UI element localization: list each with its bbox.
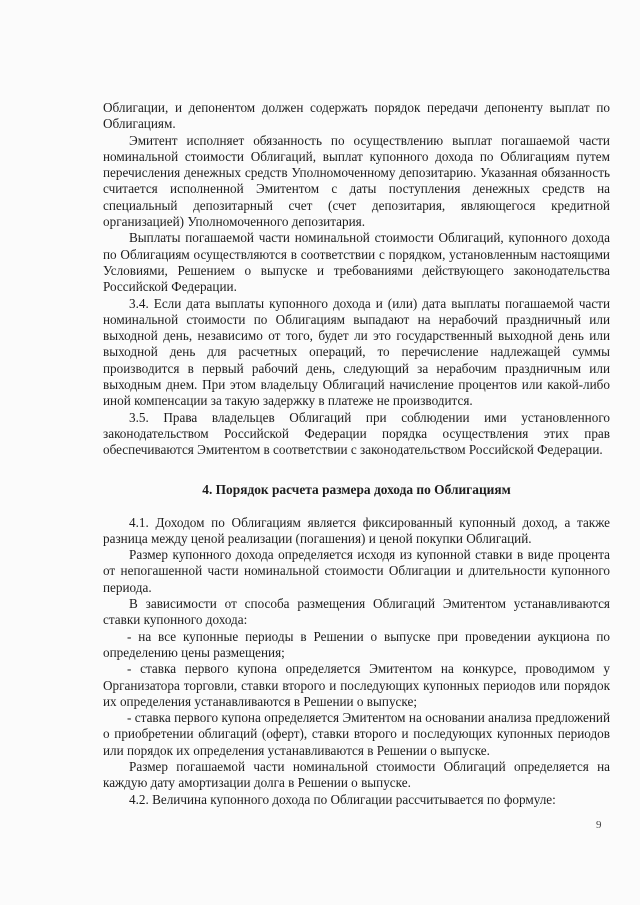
paragraph-amortization: Размер погашаемой части номинальной стоимости Облигаций определяется на каждую дату амортизации долга в Решении о выпуске. bbox=[103, 758, 610, 791]
paragraph-issuer-obligation: Эмитент исполняет обязанность по осуществлению выплат погашаемой части номинальной стоимости Облигаций, выплат купонного дохода по Облигациям путем перечисления денежных средств Уполномоченному депозитарию. Указанная обязанность считается исполненной Эмитентом с даты поступления денежных средств на специальный депозитарный счет (счет депозитария, являющегося кредитной организацией) Уполномоченного депозитария. bbox=[103, 132, 610, 230]
list-item-offers: - ставка первого купона определяется Эмитентом на основании анализа предложений о приобретении облигаций (оферт), ставки второго и последующих купонных периодов или порядок их определения устанавливаются в Решении о выпуске. bbox=[103, 710, 610, 758]
paragraph-4-1: 4.1. Доходом по Облигациям является фиксированный купонный доход, а также разница между ценой реализации (погашения) и ценой покупки Облигаций. bbox=[103, 514, 610, 546]
paragraph-payments-procedure: Выплаты погашаемой части номинальной стоимости Облигаций, купонного дохода по Облигациям осуществляются в соответствии с порядком, установленным настоящими Условиями, Решением о выпуске и требованиями действующего законодательства Российской Федерации. bbox=[103, 230, 610, 295]
paragraph-4-2: 4.2. Величина купонного дохода по Облигации рассчитывается по формуле: bbox=[129, 791, 556, 807]
paragraph-3-4: 3.4. Если дата выплаты купонного дохода и (или) дата выплаты погашаемой части номинальной стоимости по Облигациям выпадают на нерабочий праздничный или выходной день, независимо от того, будет ли это государственный выходной день или выходной день для расчетных операций, то перечисление надлежащей суммы производится в первый рабочий день, следующий за нерабочим праздничным или выходным днем. При этом владельцу Облигаций начисление процентов или какой-либо иной компенсации за такую задержку в платеже не производится. bbox=[103, 295, 610, 409]
paragraph-coupon-size: Размер купонного дохода определяется исходя из купонной ставки в виде процента от непогашенной части номинальной стоимости Облигации и длительности купонного периода. bbox=[103, 547, 610, 595]
paragraph-continuation: Облигации, и депонентом должен содержать порядок передачи депоненту выплат по Облигациям. bbox=[103, 100, 610, 132]
paragraph-rate-methods: В зависимости от способа размещения Облигаций Эмитентом устанавливаются ставки купонного дохода: bbox=[103, 596, 610, 628]
section-title: 4. Порядок расчета размера дохода по Облигациям bbox=[202, 481, 511, 497]
paragraph-3-5: 3.5. Права владельцев Облигаций при соблюдении ими установленного законодательством Российской Федерации порядка осуществления этих прав обеспечиваются Эмитентом в соответствии с законодательством Российской Федерации. bbox=[103, 409, 610, 458]
page-number: 9 bbox=[596, 819, 602, 831]
list-item-auction: - на все купонные периоды в Решении о выпуске при проведении аукциона по определению цены размещения; bbox=[103, 628, 610, 660]
list-item-contest: - ставка первого купона определяется Эмитентом на конкурсе, проводимом у Организатора торговли, ставки второго и последующих купонных периодов или порядок их определения устанавливаются в Решении о выпуске; bbox=[103, 661, 610, 709]
document-body bbox=[103, 100, 610, 808]
